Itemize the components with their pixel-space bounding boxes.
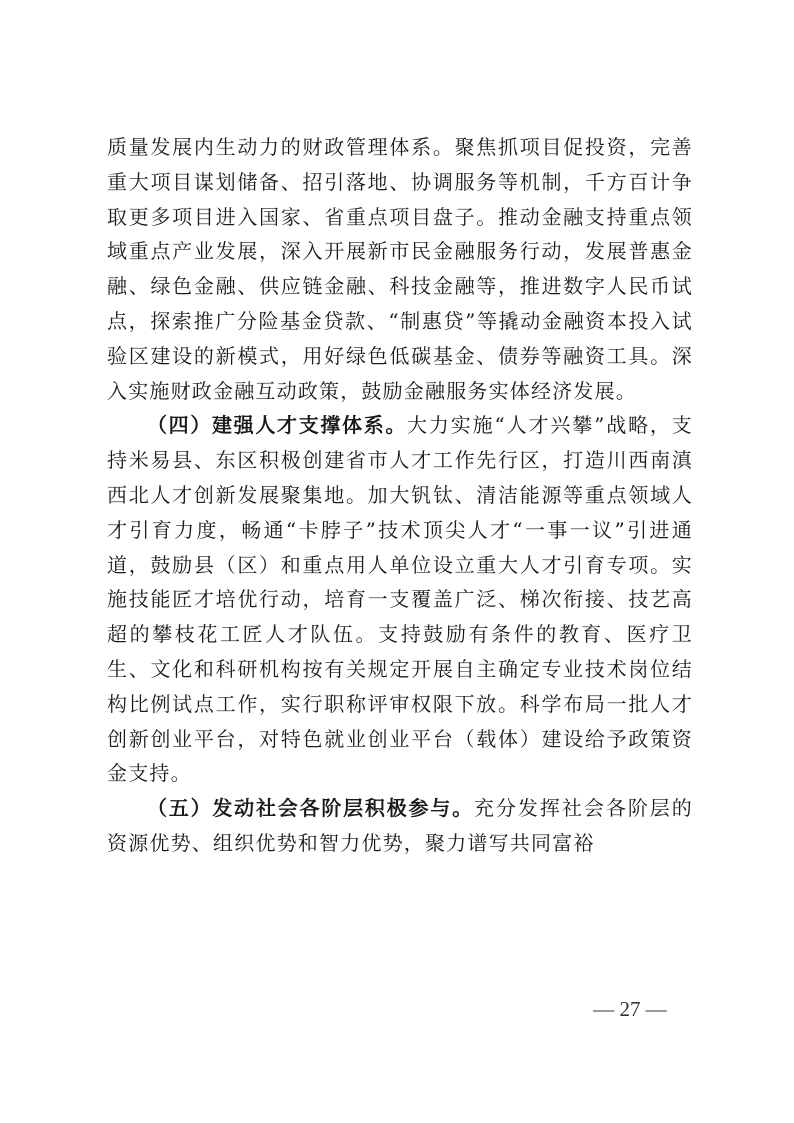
- paragraph-body: 大力实施“人才兴攀”战略，支持米易县、东区积极创建省市人才工作先行区，打造川西南滇西北人才创新发展聚集地。加大钒钛、清洁能源等重点领域人才引育力度，畅通“卡脖子”技术顶尖人才“一事一议”引进通道，鼓励县（区）和重点用人单位设立重大人才引育专项。实施技能匠才培优行动，培育一支覆盖广泛、梯次衔接、技艺高超的攀枝花工匠人才队伍。支持鼓励有条件的教育、医疗卫生、文化和科研机构按有关规定开展自主确定专业技术岗位结构比例试点工作，实行职称评审权限下放。科学布局一批人才创新创业平台，对特色就业创业平台（载体）建设给予政策资金支持。: [107, 413, 694, 786]
- section-heading: （五）发动社会各阶层积极参与。: [147, 796, 474, 821]
- page-number: — 27 —: [593, 997, 667, 1021]
- paragraph-body: 充分发挥社会各阶层的资源优势、组织优势和智力优势，聚力谱写共同富裕: [107, 796, 693, 855]
- paragraph-body: 质量发展内生动力的财政管理体系。聚焦抓项目促投资，完善重大项目谋划储备、招引落地、协调服务等机制，千方百计争取更多项目进入国家、省重点项目盘子。推动金融支持重点领域重点产业发展，深入开展新市民金融服务行动，发展普惠金融、绿色金融、供应链金融、科技金融等，推进数字人民币试点，探索推广分险基金贷款、“制惠贷”等撬动金融资本投入试验区建设的新模式，用好绿色低碳基金、债券等融资工具。深入实施财政金融互动政策，鼓励金融服务实体经济发展。: [107, 135, 693, 403]
- document-page: [107, 130, 693, 990]
- section-heading: （四）建强人才支撑体系。: [147, 413, 408, 438]
- paragraph-social-participation: [107, 791, 693, 861]
- paragraph-continued: [107, 130, 693, 408]
- paragraph-talent-system: [107, 408, 693, 791]
